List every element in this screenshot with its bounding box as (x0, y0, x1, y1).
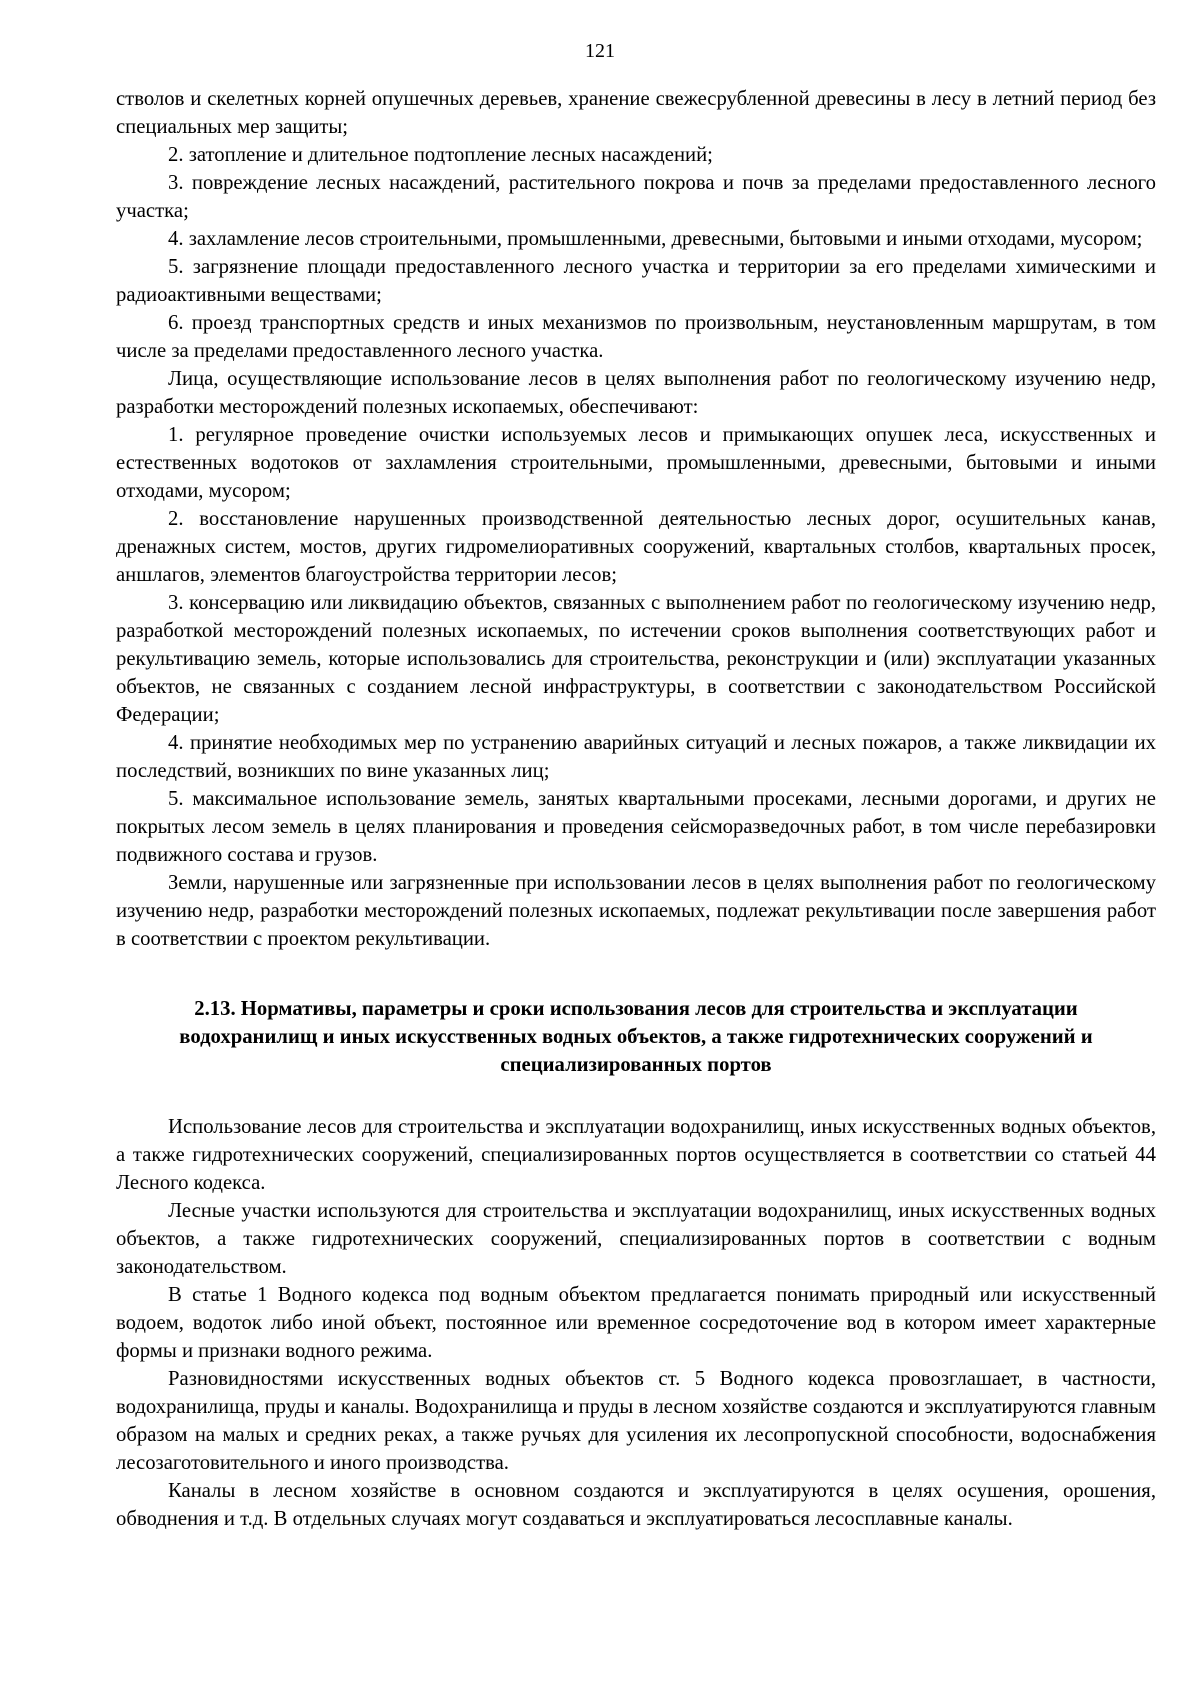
paragraph: 2. затопление и длительное подтопление лесных насаждений; (168, 144, 713, 166)
paragraph: Использование лесов для строительства и эксплуатации водохранилищ, иных искусственных водных объектов, а также гидротехнических сооружений, специализированных портов осуществляется в соответствии со статьей 44 Лесного кодекса. (116, 1116, 1156, 1194)
section-heading: 2.13. Нормативы, параметры и сроки использования лесов для строительства и эксплуатации водохранилищ и иных искусственных водных объектов, а также гидротехнических сооружений и специализированных портов (179, 998, 1093, 1076)
paragraph: 2. восстановление нарушенных производственной деятельностью лесных дорог, осушительных канав, дренажных систем, мостов, других гидромелиоративных сооружений, квартальных столбов, квартальных просек, аншлагов, элементов благоустройства территории лесов; (116, 508, 1156, 586)
paragraph: 3. консервацию или ликвидацию объектов, связанных с выполнением работ по геологическому изучению недр, разработкой месторождений полезных ископаемых, по истечении сроков выполнения соответствующих работ и рекультивацию земель, которые использовались для строительства, реконструкции и (или) эксплуатации указанных объектов, не связанных с созданием лесной инфраструктуры, в соответствии с законодательством Российской Федерации; (116, 592, 1156, 726)
paragraph: 5. загрязнение площади предоставленного лесного участка и территории за его пределами химическими и радиоактивными веществами; (116, 256, 1156, 306)
paragraph: Лица, осуществляющие использование лесов в целях выполнения работ по геологическому изучению недр, разработки месторождений полезных ископаемых, обеспечивают: (116, 368, 1156, 418)
paragraph: В статье 1 Водного кодекса под водным объектом предлагается понимать природный или искусственный водоем, водоток либо иной объект, постоянное или временное сосредоточение вод в котором имеет характерные формы и признаки водного режима. (116, 1284, 1156, 1362)
paragraph: Разновидностями искусственных водных объектов ст. 5 Водного кодекса провозглашает, в частности, водохранилища, пруды и каналы. Водохранилища и пруды в лесном хозяйстве создаются и эксплуатируются главным образом на малых и средних реках, а также ручьях для усиления их лесопропускной способности, водоснабжения лесозаготовительного и иного производства. (116, 1368, 1156, 1474)
paragraph: Каналы в лесном хозяйстве в основном создаются и эксплуатируются в целях осушения, орошения, обводнения и т.д. В отдельных случаях могут создаваться и эксплуатироваться лесосплавные каналы. (116, 1480, 1156, 1530)
section-intro-text (116, 85, 1156, 953)
paragraph: 4. принятие необходимых мер по устранению аварийных ситуаций и лесных пожаров, а также ликвидации их последствий, возникших по вине указанных лиц; (116, 732, 1156, 782)
paragraph: 3. повреждение лесных насаждений, растительного покрова и почв за пределами предоставленного лесного участка; (116, 172, 1156, 222)
section-body-text (116, 1113, 1156, 1533)
paragraph: 6. проезд транспортных средств и иных механизмов по произвольным, неустановленным маршрутам, в том числе за пределами предоставленного лесного участка. (116, 312, 1156, 362)
paragraph: 1. регулярное проведение очистки используемых лесов и примыкающих опушек леса, искусственных и естественных водотоков от захламления строительными, промышленными, древесными, бытовыми и иными отходами, мусором; (116, 424, 1156, 502)
paragraph: стволов и скелетных корней опушечных деревьев, хранение свежесрубленной древесины в лесу в летний период без специальных мер защиты; (116, 88, 1156, 138)
paragraph: 5. максимальное использование земель, занятых квартальными просеками, лесными дорогами, и других не покрытых лесом земель в целях планирования и проведения сейсморазведочных работ, в том числе перебазировки подвижного состава и грузов. (116, 788, 1156, 866)
page-number: 121 (585, 40, 615, 62)
paragraph: Лесные участки используются для строительства и эксплуатации водохранилищ, иных искусственных водных объектов, а также гидротехнических сооружений, специализированных портов в соответствии с водным законодательством. (116, 1200, 1156, 1278)
paragraph: Земли, нарушенные или загрязненные при использовании лесов в целях выполнения работ по геологическому изучению недр, разработки месторождений полезных ископаемых, подлежат рекультивации после завершения работ в соответствии с проектом рекультивации. (116, 872, 1156, 950)
page-content (116, 85, 1156, 1533)
paragraph: 4. захламление лесов строительными, промышленными, древесными, бытовыми и иными отходами, мусором; (168, 228, 1143, 250)
